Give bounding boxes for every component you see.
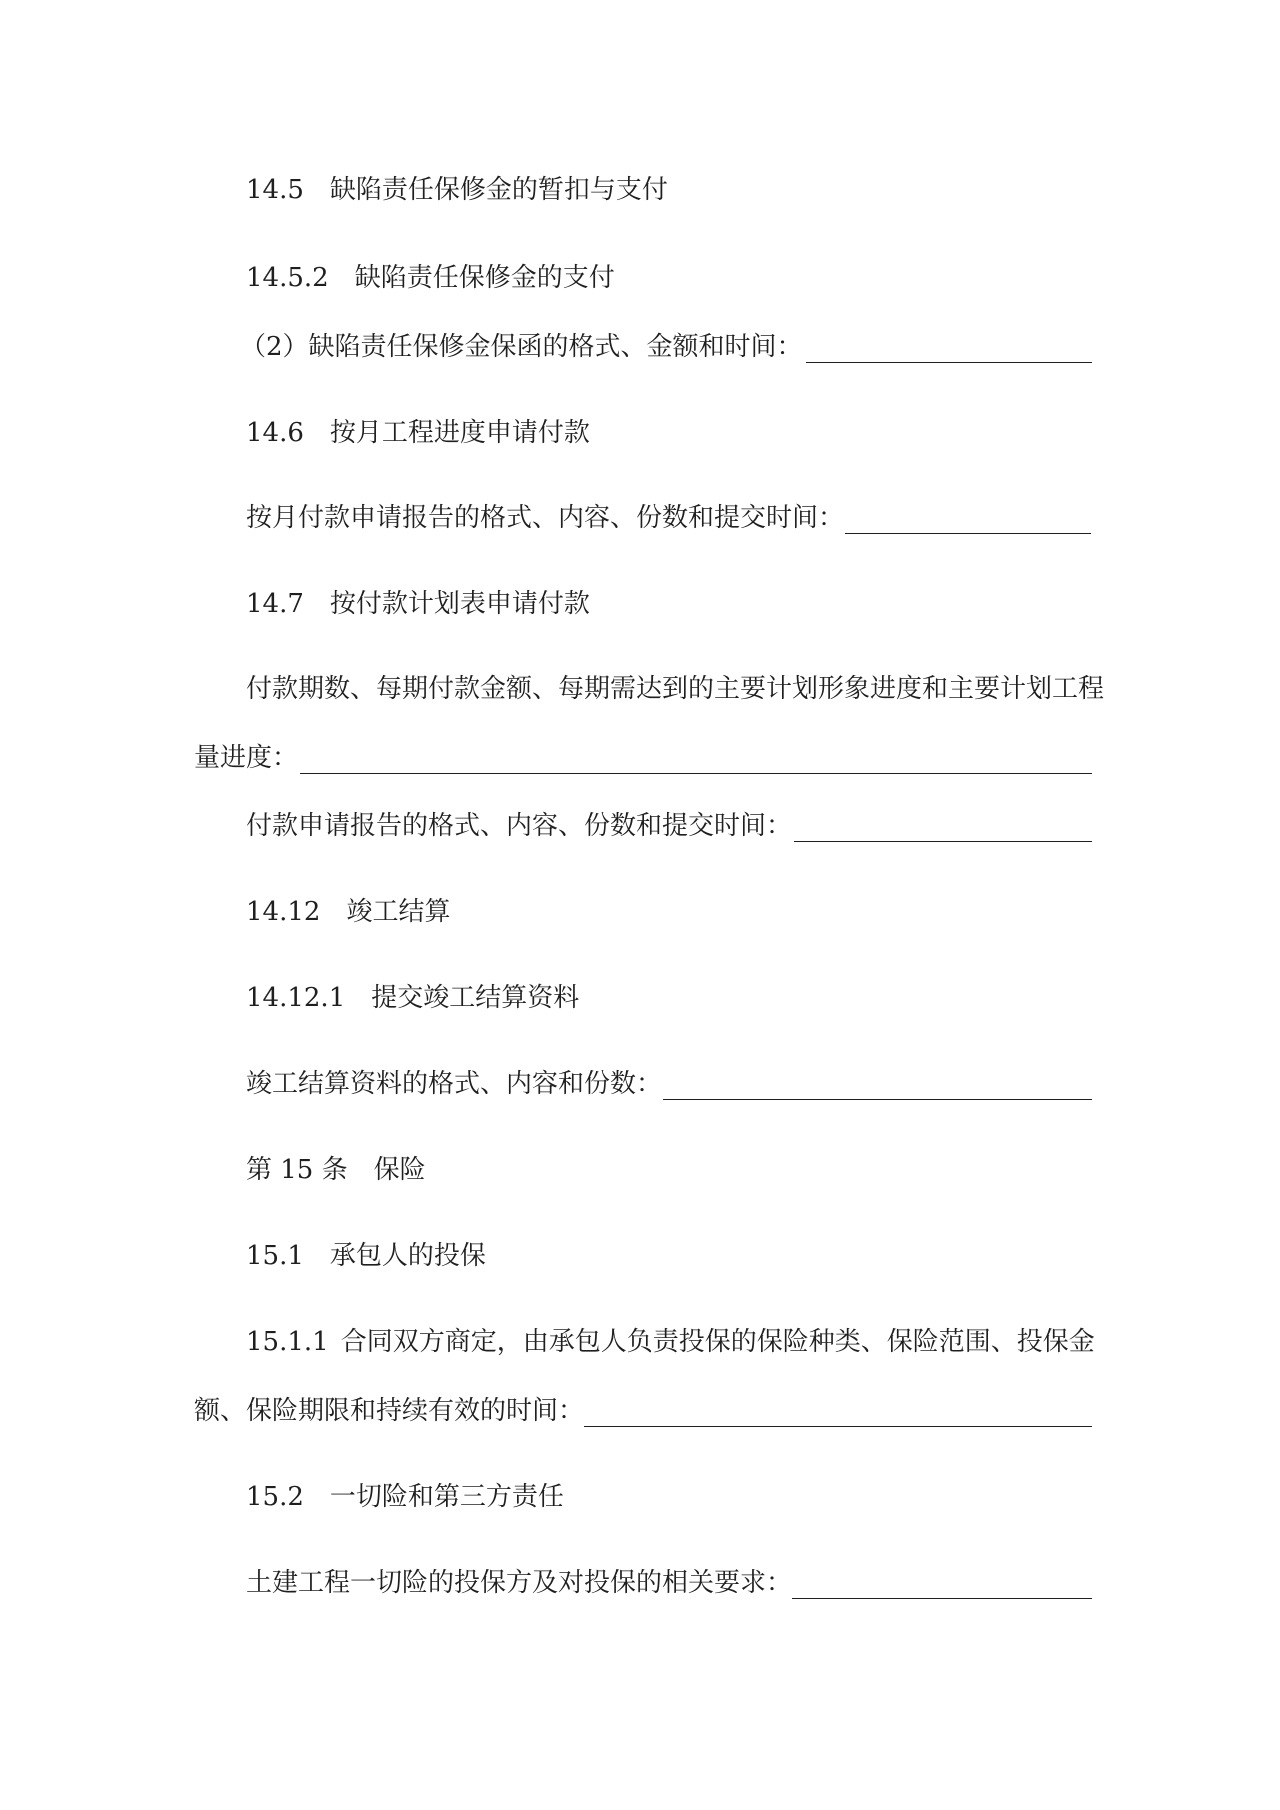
fill-in-blank-payment-request-report[interactable] — [794, 841, 1092, 842]
section-number: 14.12.1 — [246, 983, 346, 1013]
article-heading-15: 第 15 条 保险 — [246, 1155, 426, 1185]
section-title: 按付款计划表申请付款 — [329, 589, 590, 619]
section-number: 14.7 — [246, 589, 304, 619]
field-label-payment-request-report: 付款申请报告的格式、内容、份数和提交时间： — [246, 811, 793, 841]
field-label-all-risk-insurance: 土建工程一切险的投保方及对投保的相关要求： — [246, 1568, 793, 1598]
fill-in-blank-insurance-terms[interactable] — [584, 1426, 1092, 1427]
section-heading-14-5-2 — [246, 261, 615, 295]
section-heading-14-7 — [246, 587, 590, 621]
section-number: 14.5 — [246, 175, 304, 205]
section-heading-14-12-1 — [246, 981, 579, 1015]
section-title: 缺陷责任保修金的暂扣与支付 — [329, 175, 668, 205]
section-title: 按月工程进度申请付款 — [329, 418, 590, 448]
field-label-warranty-bond: （2）缺陷责任保修金保函的格式、金额和时间： — [240, 332, 803, 362]
section-number: 15.1 — [246, 1241, 304, 1271]
fill-in-blank-warranty-bond[interactable] — [806, 362, 1092, 363]
section-title: 提交竣工结算资料 — [371, 983, 580, 1013]
paragraph-insurance-terms-line-1: 15.1.1 合同双方商定，由承包人负责投保的保险种类、保险范围、投保金 — [246, 1327, 1095, 1357]
section-number: 15.2 — [246, 1482, 304, 1512]
fill-in-blank-all-risk-insurance[interactable] — [792, 1598, 1092, 1599]
field-label-settlement-documents: 竣工结算资料的格式、内容和份数： — [246, 1069, 663, 1099]
section-number: 14.12 — [246, 897, 321, 927]
paragraph-payment-schedule-line-2: 量进度： — [194, 743, 299, 773]
section-title: 一切险和第三方责任 — [329, 1482, 564, 1512]
section-heading-14-12 — [246, 895, 450, 929]
section-heading-14-5 — [246, 173, 668, 207]
field-label-monthly-payment-report: 按月付款申请报告的格式、内容、份数和提交时间： — [246, 503, 845, 533]
section-title: 缺陷责任保修金的支付 — [354, 263, 615, 293]
section-heading-15-1 — [246, 1239, 486, 1273]
fill-in-blank-payment-schedule[interactable] — [300, 773, 1092, 774]
section-title: 承包人的投保 — [329, 1241, 486, 1271]
section-number: 14.6 — [246, 418, 304, 448]
paragraph-insurance-terms-line-2: 额、保险期限和持续有效的时间： — [194, 1396, 585, 1426]
section-heading-15-2 — [246, 1480, 564, 1514]
paragraph-payment-schedule-line-1: 付款期数、每期付款金额、每期需达到的主要计划形象进度和主要计划工程 — [246, 674, 1105, 704]
fill-in-blank-settlement-documents[interactable] — [663, 1099, 1092, 1100]
section-number: 14.5.2 — [246, 263, 329, 293]
section-title: 竣工结算 — [346, 897, 451, 927]
fill-in-blank-monthly-payment-report[interactable] — [845, 533, 1091, 534]
section-number: 15.1.1 — [246, 1327, 329, 1357]
section-heading-14-6 — [246, 416, 590, 450]
